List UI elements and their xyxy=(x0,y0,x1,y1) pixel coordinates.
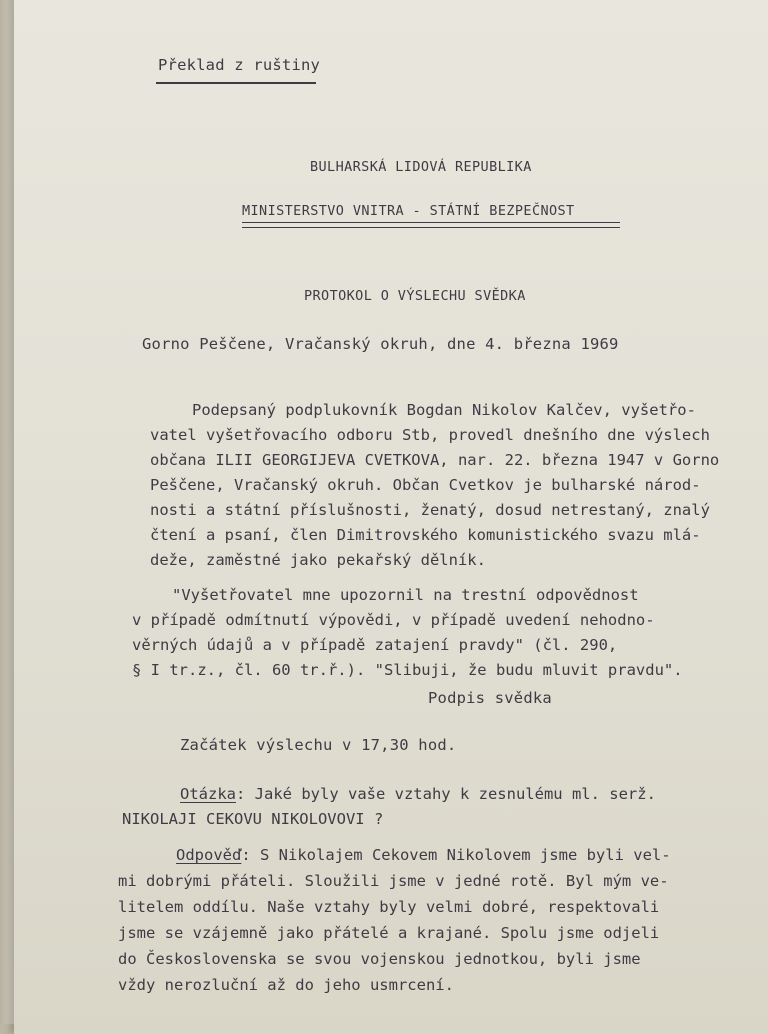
question-text: : Jaké byly vaše vztahy k zesnulému ml. serž. xyxy=(236,785,656,803)
country-heading: BULHARSKÁ LIDOVÁ REPUBLIKA xyxy=(310,159,532,175)
intro-line: Podepsaný podplukovník Bogdan Nikolov Kalčev, vyšetřo- xyxy=(192,401,696,419)
question-line xyxy=(122,782,656,807)
answer-line: mi dobrými přáteli. Sloužili jsme v jedné rotě. Byl mým ve- xyxy=(118,872,669,890)
intro-line: občana ILII GEORGIJEVA CVETKOVA, nar. 22. března 1947 v Gorno xyxy=(150,451,720,469)
intro-line: nosti a státní příslušnosti, ženatý, dosud netrestaný, znalý xyxy=(150,501,710,519)
document-page xyxy=(14,0,768,1034)
signature-label: Podpis svědka xyxy=(428,689,552,707)
translation-note: Překlad z ruštiny xyxy=(158,56,321,74)
question-line: NIKOLAJI CEKOVU NIKOLOVOVI ? xyxy=(122,810,384,828)
intro-paragraph xyxy=(150,398,719,573)
warning-paragraph xyxy=(132,583,683,683)
ministry-heading: MINISTERSTVO VNITRA - STÁTNÍ BEZPEČNOST xyxy=(242,203,575,219)
answer-line: jsme se vzájemně jako přátelé a krajané. Spolu jsme odjeli xyxy=(118,924,660,942)
answer-block xyxy=(118,842,671,998)
warning-line: věrných údajů a v případě zatajení pravdy" (čl. 290, xyxy=(132,636,618,654)
place-date: Gorno Pеščene, Vračanský okruh, dne 4. března 1969 xyxy=(142,335,619,353)
answer-line: litelem oddílu. Naše vztahy byly velmi dobré, respektovali xyxy=(118,898,660,916)
question-label: Otázka xyxy=(180,785,236,803)
document-title: PROTOKOL O VÝSLECHU SVĚDKA xyxy=(304,288,526,304)
answer-line: vždy nerozluční až do jeho usmrcení. xyxy=(118,976,454,994)
warning-line: § I tr.z., čl. 60 tr.ř.). "Slibuji, že budu mluvit pravdu". xyxy=(132,661,683,679)
warning-line: "Vyšetřovatel mne upozornil na trestní odpovědnost xyxy=(172,586,639,604)
ministry-double-underline xyxy=(242,222,620,228)
answer-label: Odpověď xyxy=(176,846,242,864)
warning-line: v případě odmítnutí výpovědi, v případě uvedení nehodno- xyxy=(132,611,655,629)
intro-line: Pеščene, Vračanský okruh. Občan Cvetkov je bulharské národ- xyxy=(150,476,701,494)
intro-line: vatel vyšetřovacího odboru Stb, provedl dnešního dne výslech xyxy=(150,426,710,444)
answer-text: : S Nikolajem Cekovem Nikolovem jsme byli vel- xyxy=(241,846,671,864)
answer-line xyxy=(118,842,671,868)
translation-underline xyxy=(156,82,316,84)
intro-line: deže, zaměstné jako pekařský dělník. xyxy=(150,551,486,569)
start-time: Začátek výslechu v 17,30 hod. xyxy=(180,736,457,754)
intro-line: čtení a psaní, člen Dimitrovského komunistického svazu mlá- xyxy=(150,526,701,544)
answer-line: do Československa se svou vojenskou jednotkou, byli jsme xyxy=(118,950,641,968)
question-block xyxy=(122,782,656,832)
